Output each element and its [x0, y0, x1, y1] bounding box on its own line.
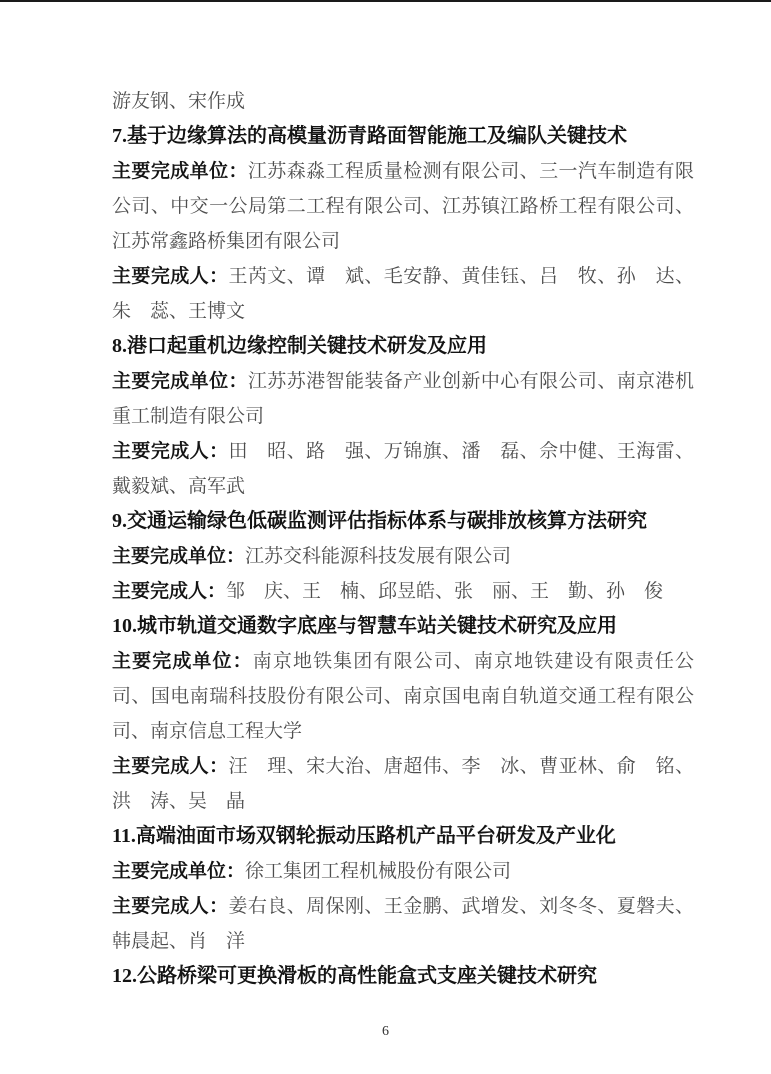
units-label: 主要完成单位：: [112, 651, 253, 672]
persons-value: 田 昭、路 强、万锦旗、潘 磊、佘中健、王海雷、戴毅斌、高军武: [112, 441, 694, 497]
award-item-heading: 7.基于边缘算法的高模量沥青路面智能施工及编队关键技术: [112, 125, 627, 147]
units-value: 徐工集团工程机械股份有限公司: [245, 861, 512, 882]
persons-label: 主要完成人：: [112, 896, 229, 917]
persons-value: 姜右良、周保刚、王金鹏、武增发、刘冬冬、夏磐夫、韩晨起、肖 洋: [112, 896, 694, 952]
units-value: 江苏苏港智能装备产业创新中心有限公司、南京港机重工制造有限公司: [112, 371, 694, 427]
award-item-heading: 12.公路桥梁可更换滑板的高性能盒式支座关键技术研究: [112, 965, 597, 987]
persons-paragraph: [112, 434, 694, 504]
units-value: 江苏交科能源科技发展有限公司: [245, 546, 512, 567]
units-label: 主要完成单位：: [112, 546, 246, 567]
page-number: 6: [382, 1024, 389, 1039]
units-label: 主要完成单位：: [112, 861, 246, 882]
units-label: 主要完成单位：: [112, 371, 248, 392]
persons-paragraph: [112, 574, 694, 609]
units-label: 主要完成单位：: [112, 161, 248, 182]
award-items-list: [112, 119, 694, 994]
persons-value: 邹 庆、王 楠、邱昱皓、张 丽、王 勤、孙 俊: [226, 581, 664, 602]
units-paragraph: [112, 644, 694, 749]
units-paragraph: [112, 539, 694, 574]
units-paragraph: [112, 154, 694, 259]
award-item-heading: 10.城市轨道交通数字底座与智慧车站关键技术研究及应用: [112, 615, 617, 637]
award-item-heading: 11.高端油面市场双钢轮振动压路机产品平台研发及产业化: [112, 825, 616, 847]
persons-value: 汪 理、宋大治、唐超伟、李 冰、曹亚林、俞 铭、洪 涛、吴 晶: [112, 756, 694, 812]
units-paragraph: [112, 364, 694, 434]
persons-label: 主要完成人：: [112, 756, 229, 777]
units-value: 江苏森淼工程质量检测有限公司、三一汽车制造有限公司、中交一公局第二工程有限公司、江苏镇江路桥工程有限公司、江苏常鑫路桥集团有限公司: [112, 161, 694, 252]
continuation-line: 游友钢、宋作成: [112, 91, 246, 112]
persons-label: 主要完成人：: [112, 266, 229, 287]
page-content: [112, 84, 694, 994]
award-item-heading: 9.交通运输绿色低碳监测评估指标体系与碳排放核算方法研究: [112, 510, 647, 532]
persons-paragraph: [112, 259, 694, 329]
persons-label: 主要完成人：: [112, 441, 229, 462]
persons-paragraph: [112, 749, 694, 819]
persons-value: 王芮文、谭 斌、毛安静、黄佳钰、吕 牧、孙 达、朱 蕊、王博文: [112, 266, 694, 322]
units-paragraph: [112, 854, 694, 889]
persons-label: 主要完成人：: [112, 581, 227, 602]
award-item-heading: 8.港口起重机边缘控制关键技术研发及应用: [112, 335, 487, 357]
units-value: 南京地铁集团有限公司、南京地铁建设有限责任公司、国电南瑞科技股份有限公司、南京国电南自轨道交通工程有限公司、南京信息工程大学: [112, 651, 694, 742]
persons-paragraph: [112, 889, 694, 959]
